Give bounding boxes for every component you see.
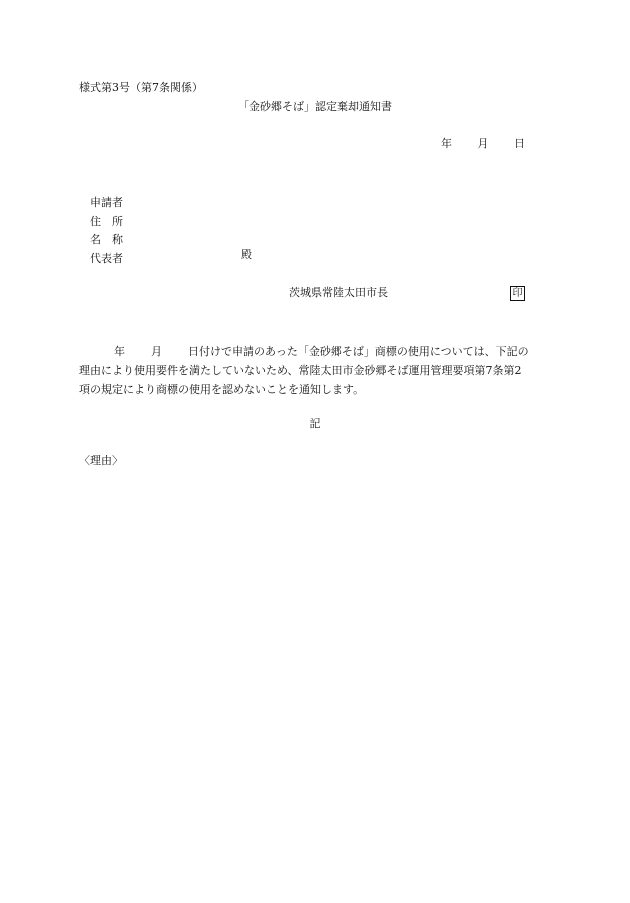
ki-text: 記 xyxy=(309,417,321,430)
document-title xyxy=(0,101,630,112)
date-month-label: 月 xyxy=(477,137,489,150)
body-line1-rest: 日付けで申請のあった「金砂郷そば」商標の使用については、下記の xyxy=(188,345,529,358)
applicant-heading-row xyxy=(90,194,123,213)
applicant-heading: 申請者 xyxy=(90,196,123,209)
applicant-representative-row xyxy=(90,250,123,269)
notice-body-line-1 xyxy=(79,342,549,361)
representative-label: 代表者 xyxy=(90,251,123,265)
issuer-name: 茨城県常陸太田市長 xyxy=(289,286,388,299)
body-month-label: 月 xyxy=(151,345,162,358)
body-year-label: 年 xyxy=(114,345,125,358)
ki-heading xyxy=(0,418,630,429)
document-title-text: 「金砂郷そば」認定棄却通知書 xyxy=(238,100,392,113)
date-year-label: 年 xyxy=(441,137,452,150)
notice-body xyxy=(79,342,549,399)
name-label: 名 称 xyxy=(90,233,123,246)
date-day-label: 日 xyxy=(514,137,525,150)
honorific-dono: 殿 xyxy=(241,248,252,261)
seal-stamp-box: 印 xyxy=(510,286,525,301)
notice-body-line-2: 理由により使用要件を満たしていないため、常陸太田市金砂郷そば運用管理要項第7条第2 xyxy=(79,364,522,377)
applicant-name-row xyxy=(90,231,123,250)
notice-body-line-3: 項の規定により商標の使用を認めないことを通知します。 xyxy=(79,383,365,396)
form-number: 様式第3号（第7条関係） xyxy=(79,81,203,94)
applicant-block xyxy=(90,194,123,268)
issue-date xyxy=(441,138,525,149)
applicant-address-row xyxy=(90,213,123,232)
reason-label: 〈理由〉 xyxy=(79,454,123,467)
address-label: 住 所 xyxy=(90,214,123,228)
